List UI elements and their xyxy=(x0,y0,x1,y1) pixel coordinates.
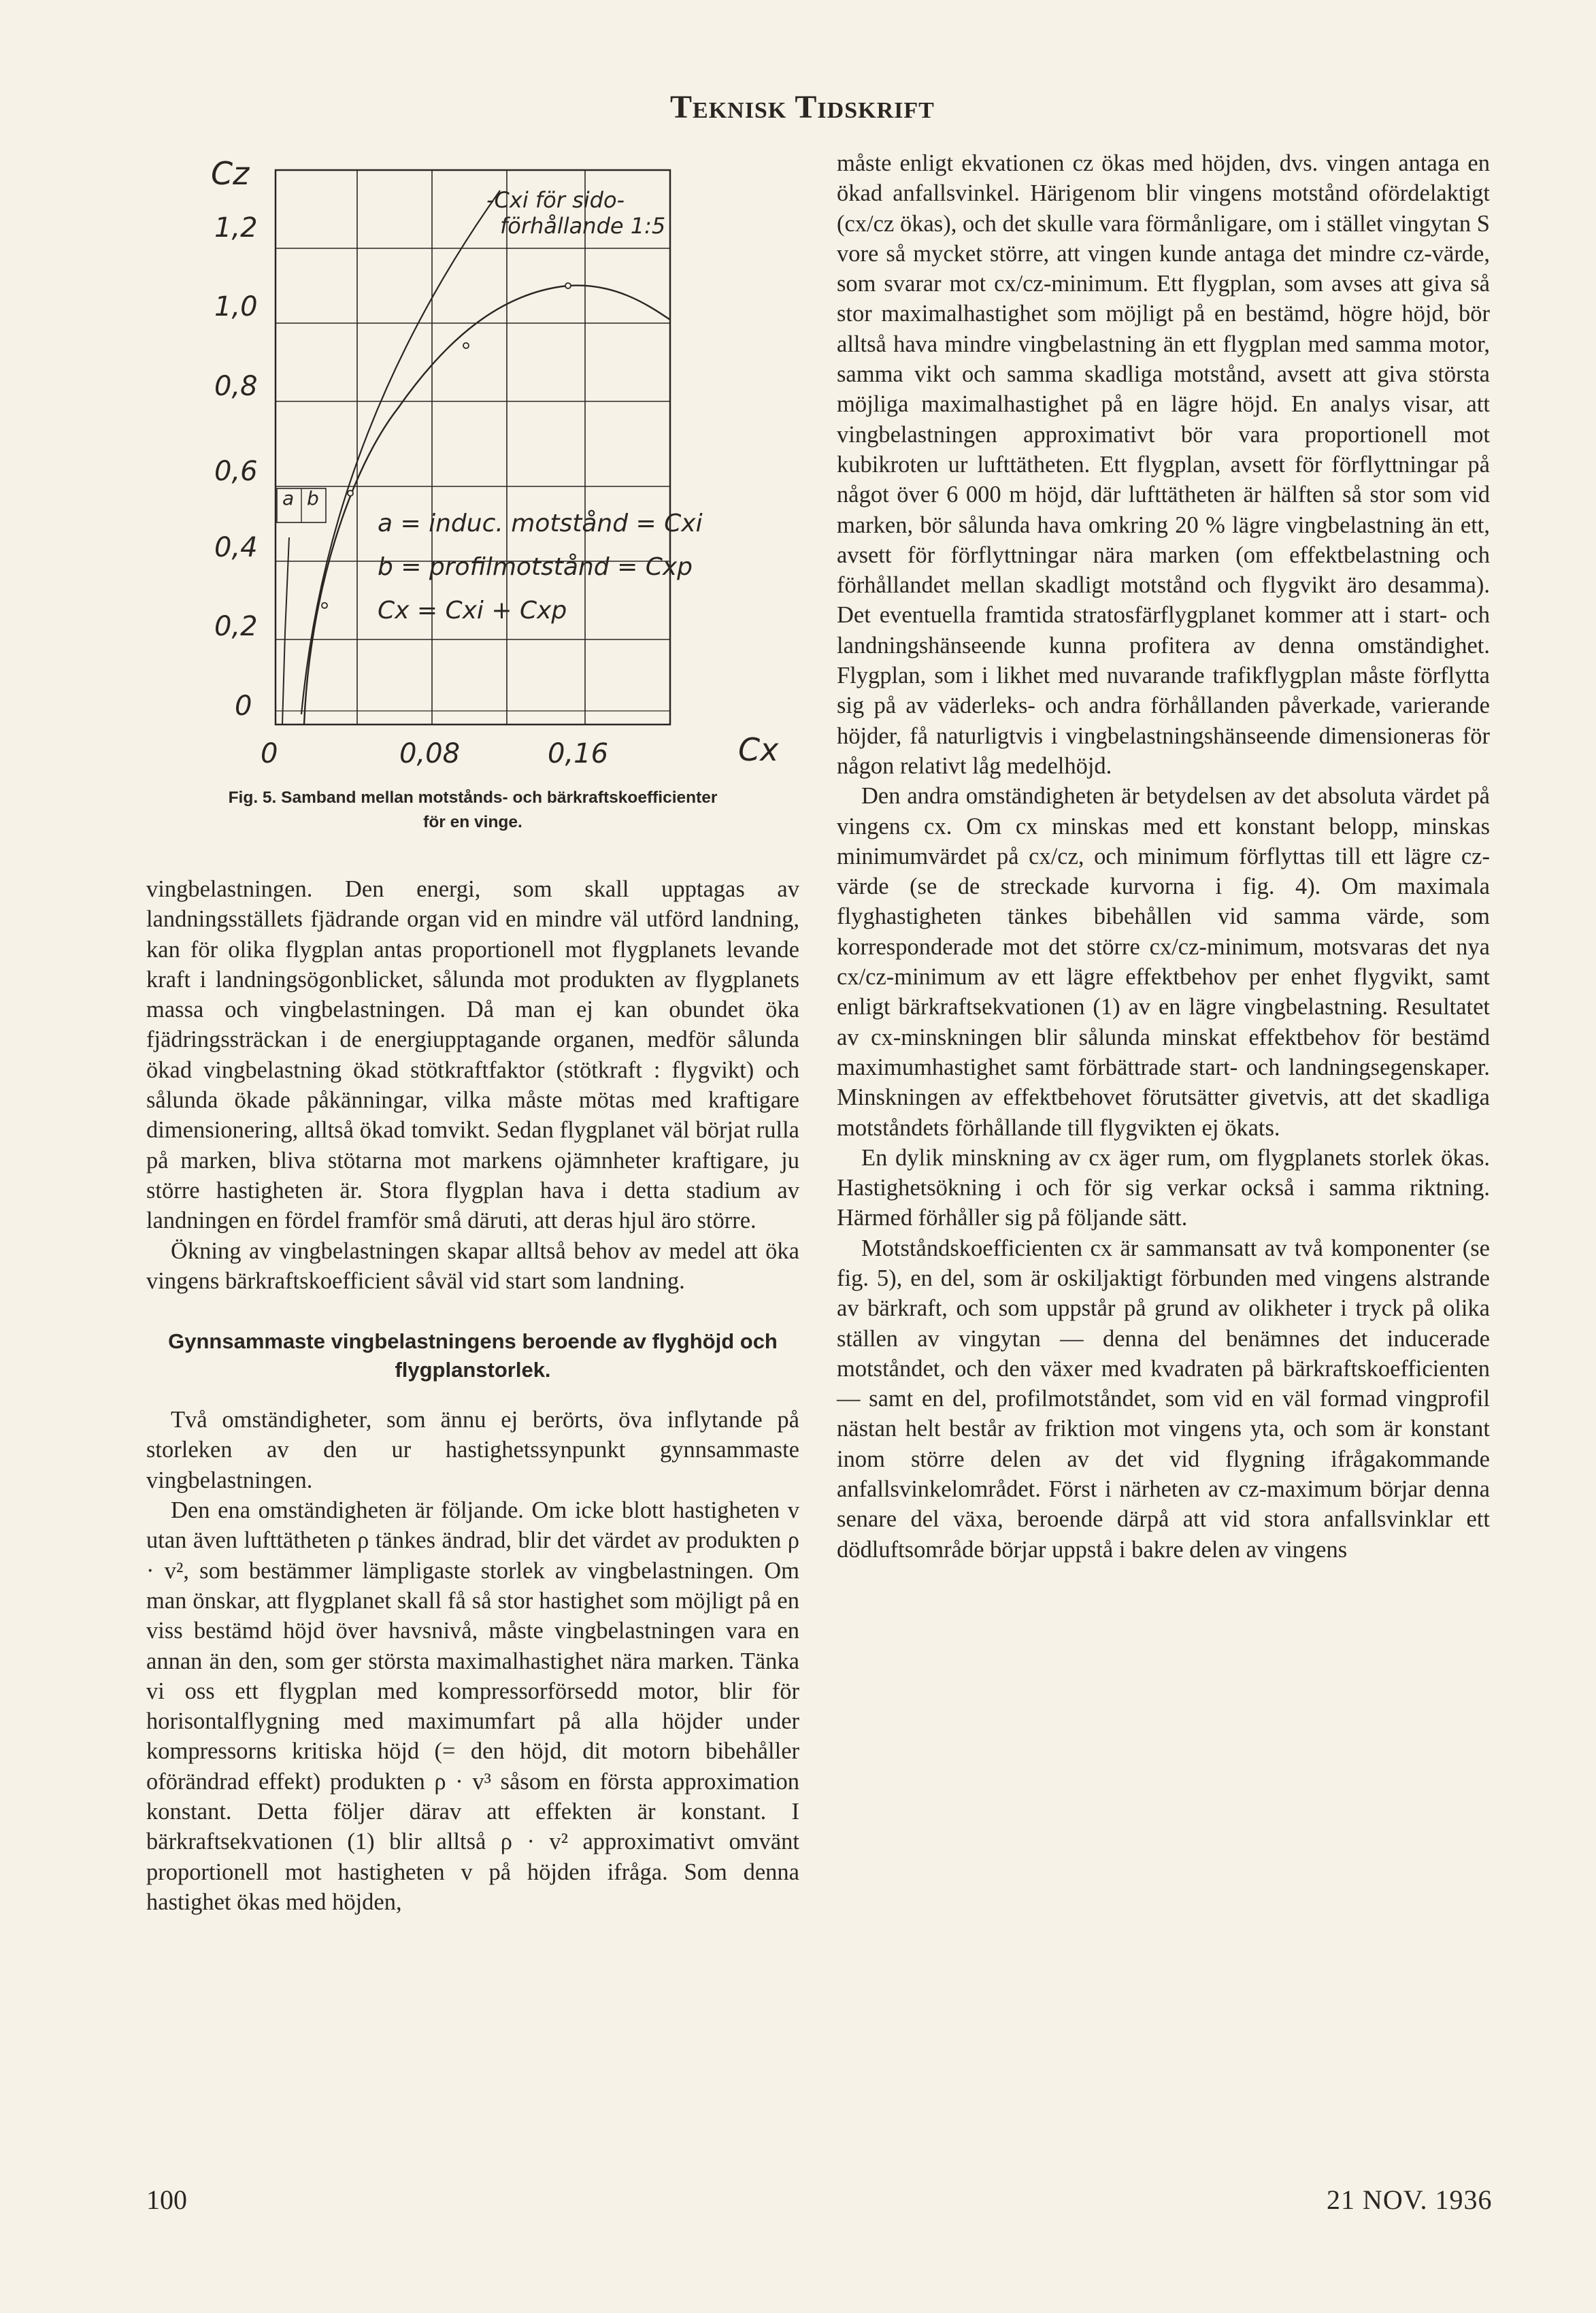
curve-annotation xyxy=(486,187,665,239)
right-paragraph-2: Den andra omständigheten är betydelsen av det absoluta värdet på vingens cx. Om cx minskas med ett konstant belopp, minskas minimumvärdet på cx/cz, och minimum förflyttas till ett lägre cz-värde (se de streckade kurvorna i fig. 4). Om maximala flyghastigheten tänkes bibehållen vid samma värde, som korresponderade mot det större cx/cz-minimum, motsvaras det nya cx/cz-minimum av ett lägre effektbehov per enhet flygvikt, samt enligt bärkraftsekvationen (1) av en lägre vingbelastning. Resultatet av cx-minskningen blir sålunda minskat effektbehov för bestämd maximumhastighet samt förbättrade start- och landningsegenskaper. Minskningen av effektbehovet förutsätter givetvis, att det skadliga motståndets förhållande till flygvikten ej ökats. xyxy=(837,783,1490,1141)
left-paragraph-3: Två omständigheter, som ännu ej berörts, öva inflytande på storleken av den ur hastighetssynpunkt gynnsammaste vingbelastningen. xyxy=(146,1407,799,1493)
x-axis-label: Cx xyxy=(738,731,779,768)
y-tick-1-0: 1,0 xyxy=(214,291,258,322)
figure-legend xyxy=(378,502,703,633)
y-tick-0-2: 0,2 xyxy=(214,611,258,642)
y-tick-0: 0 xyxy=(235,690,252,722)
journal-title: Teknisk Tidskrift xyxy=(670,89,935,125)
caption-line2: för en vinge. xyxy=(423,813,522,831)
figure-caption xyxy=(146,786,799,835)
y-tick-0-4: 0,4 xyxy=(214,532,258,563)
x-tick-0: 0 xyxy=(261,738,278,769)
issue-date: 21 NOV. 1936 xyxy=(1327,2184,1493,2215)
label-a: a xyxy=(282,487,295,510)
section-heading: Gynnsammaste vingbelastningens beroende av flyghöjd och flygplanstorlek. xyxy=(168,1329,778,1382)
curve-annotation-line2: förhållande 1:5 xyxy=(500,213,666,239)
legend-induced: a = induc. motstånd = Cxi xyxy=(378,510,703,537)
page-number: 100 xyxy=(146,2184,187,2215)
left-column xyxy=(146,874,799,1917)
profile-drag-line xyxy=(282,537,289,725)
x-tick-0-08: 0,08 xyxy=(399,738,461,769)
right-paragraph-3: En dylik minskning av cx äger rum, om flygplanets storlek ökas. Hastighetsökning i och för sig verkar också i samma riktning. Härmed förhåller sig på följande sätt. xyxy=(837,1144,1490,1231)
right-paragraph-1: måste enligt ekvationen cz ökas med höjden, dvs. vingen antaga en ökad anfallsvinkel. Härigenom blir vingens motstånd ofördelaktigt (cx/cz ökas), och det skulle vara förmånligare, om i stället vingytan S vore så mycket större, att vingen kunde antaga det mindre cz-värde, som svarar mot cx/cz-minimum. Ett flygplan, som avses att giva så stor maximalhastighet som möjligt på en bestämd, högre höjd, bör alltså hava mindre vingbelastning än ett flygplan med samma motor, samma vikt och samma skadliga motstånd, avsett att giva största möjliga maximalhastighet på en lägre höjd. En analys visar, att vingbelastningen approximativt bör vara proportionell mot kubikroten ur lufttätheten. Ett flygplan, avsett för förflyttningar på något över 6 000 m höjd, där lufttätheten är hälften så stor som vid marken, bör sålunda hava omkring 20 % lägre vingbelastning än ett, avsett för förflyttningar nära marken (om effektbelastning och förhållandet mellan skadligt motstånd och flygvikt äro desamma). Det eventuella framtida stratosfärflygplanet kommer att i start- och landningshänseende kunna profitera av denna omständighet. Flygplan, som i likhet med nuvarande trafikflygplan måste förflytta sig på av väderleks- och andra förhållanden påverkade, varierande höjder, få naturligtvis i vingbelastningshänseende dimensioneras för någon relativt låg medelhöjd. xyxy=(837,150,1490,779)
legend-profile: b = profilmotstånd = Cxp xyxy=(378,553,693,581)
y-tick-1-2: 1,2 xyxy=(214,212,258,244)
legend-sum: Cx = Cxi + Cxp xyxy=(378,597,567,625)
left-paragraph-2: Ökning av vingbelastningen skapar alltså behov av medel att öka vingens bärkraftskoefficient såväl vid start som landning. xyxy=(146,1237,799,1294)
x-tick-0-16: 0,16 xyxy=(548,738,609,769)
label-b: b xyxy=(307,487,319,510)
y-tick-0-8: 0,8 xyxy=(214,371,258,402)
right-column xyxy=(837,148,1490,1565)
caption-line1: Fig. 5. Samband mellan motstånds- och bärkraftskoefficienter xyxy=(228,788,718,807)
figure-5 xyxy=(146,116,799,864)
curve-annotation-line1: -Cxi för sido- xyxy=(486,187,625,213)
left-paragraph-4: Den ena omständigheten är följande. Om icke blott hastigheten v utan även lufttätheten ρ tänkes ändrad, blir det värdet av produkten ρ · v², som bestämmer lämpligaste storlek av vingbelastningen. Om man önskar, att flygplanet skall få så stor hastighet som möjligt på en viss bestämd höjd över havsnivå, måste vingbelastningen vara en annan än den, som ger största maximalhastighet nära marken. Tänka vi oss ett flygplan med kompressorförsedd motor, blir för horisontalflygning med maximumfart på alla höjder under kompressorns kritiska höjd (= den höjd, dit motorn bibehåller oförändrad effekt) produkten ρ · v³ såsom en första approximation konstant. Detta följer därav att effekten är konstant. I bärkraftsekvationen (1) blir alltså ρ · v² approximativt omvänt proportionell mot hastigheten v på höjden ifråga. Som denna hastighet ökas med höjden, xyxy=(146,1497,799,1915)
induced-drag-line xyxy=(301,190,500,714)
y-tick-0-6: 0,6 xyxy=(214,456,258,487)
right-paragraph-4: Motståndskoefficienten cx är sammansatt av två komponenter (se fig. 5), en del, som är oskiljaktigt förbunden med vingens alstrande av bärkraft, och som uppstår på grund av olikheter i tryck på olika ställen av vingytan — denna del benämnes det inducerade motståndet, och den växer med kvadraten på bärkraftskoefficienten — samt en del, profilmotståndet, som vid en väl formad vingprofil nästan helt består av friktion mot vingens yta, och som är konstant inom större delen av det vid flygning ifrågakommande anfallsvinkelområdet. Först i närheten av cz-maximum börjar denna senare del växa, beroende därpå att vid stora anfallsvinklar ett dödluftsområde börjar uppstå i bakre delen av vingens xyxy=(837,1235,1490,1563)
chart-frame xyxy=(276,170,670,725)
left-paragraph-1: vingbelastningen. Den energi, som skall upptagas av landningsställets fjädrande organ vid en mindre väl utförd landning, kan för olika flygplan antas proportionell mot flygplanets levande kraft i landningsögonblicket, sålunda mot produkten av flygplanets massa och vingbelastningen. Då man ej kan obundet öka fjädringssträckan i de energiupptagande organen, medför sålunda ökad vingbelastning ökad stötkraftfaktor (stötkraft : flygvikt) och sålunda ökade påkänningar, vilka måste mötas med kraftigare dimensionering, alltså ökad tomvikt. Sedan flygplanet väl börjat rulla på marken, bliva stötarna mot markens ojämnheter kraftigare, ju större hastigheten är. Stora flygplan hava i detta stadium av landningen en fördel framför små däruti, att deras hjul äro större. xyxy=(146,876,799,1234)
y-axis-label: Cz xyxy=(211,155,250,192)
